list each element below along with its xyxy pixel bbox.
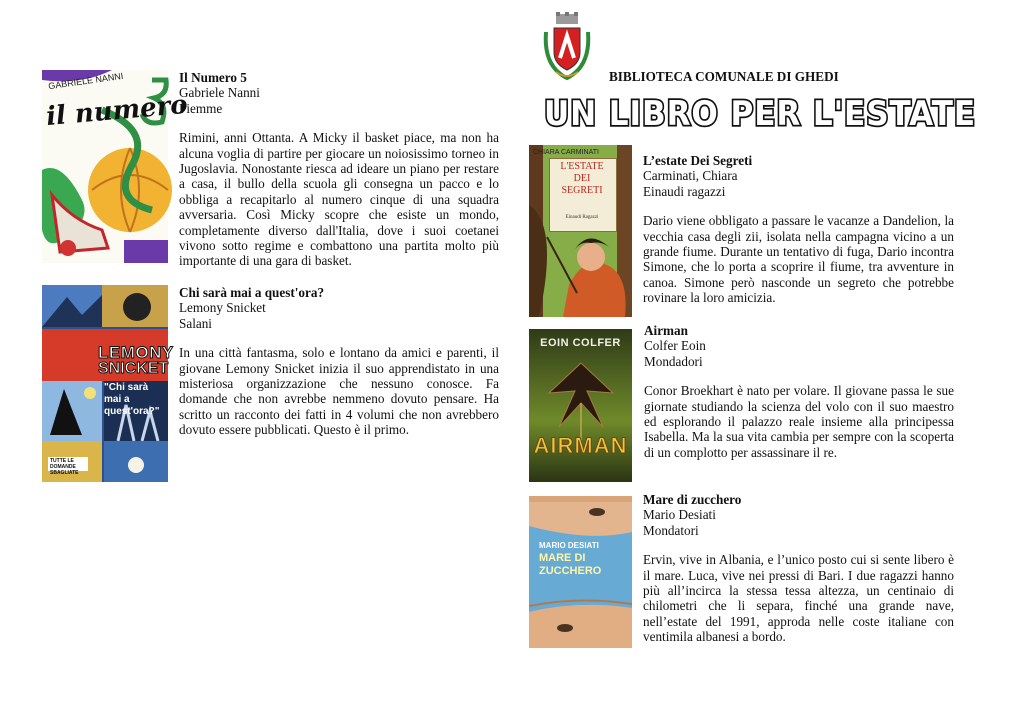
- book-title: L’estate Dei Segreti: [643, 153, 753, 168]
- book-author: Gabriele Nanni: [179, 85, 260, 101]
- cover-author-line1: LEMONY: [98, 343, 174, 362]
- book-entry-chi-sara-mai: [179, 285, 499, 438]
- book-author: Carminati, Chiara: [643, 168, 738, 184]
- book-title: Il Numero 5: [179, 70, 247, 85]
- library-name: BIBLIOTECA COMUNALE DI GHEDI: [609, 69, 839, 84]
- coat-of-arms-icon: [542, 12, 592, 80]
- cover-title-line2: DEI: [573, 173, 591, 184]
- book-summary: Conor Broekhart è nato per volare. Il giovane passa le sue giornate studiando la scienza del volo con il suo maestro ed esplorando il palazzo reale insieme alla principessa Isabella. Ma la sua vita cambia per sempre con la scoperta di un complotto per assassinare il re.: [644, 383, 954, 460]
- book-summary: Rimini, anni Ottanta. A Micky il basket piace, ma non ha alcuna voglia di partire per giocare un noiosissimo torneo in Jugoslavia. Nonostante riesca ad ideare un piano per restare a casa, il bullo della scuola gli consegna un pacco e lo obbliga a recapitarlo al numero cinque di una squadra avversaria. Così Micky scopre che esiste un mondo, completamente diverso dall'Italia, dove i suoi coetanei vivono sotto regime e combattono una partita molto più importante di una gara di basket.: [179, 130, 499, 269]
- book-summary: In una città fantasma, solo e lontano da amici e parenti, il giovane Lemony Snicket inizia il suo apprendistato in una misteriosa organizzazione che nessuno conosce. Fa domande che non avrebbe nemmeno dovuto pensare. Ha scritto un racconto dei fatti in 4 volumi che non avrebbero dovuto essere pubblicati. Questo è il primo.: [179, 345, 499, 438]
- book-cover-mare-di-zucchero: [529, 496, 632, 648]
- book-cover-estate-dei-segreti: [529, 145, 632, 317]
- book-author: Lemony Snicket: [179, 300, 266, 316]
- book-entry-estate-dei-segreti: [643, 153, 954, 306]
- book-entry-mare-di-zucchero: [643, 492, 954, 645]
- book-cover-il-numero-5: [42, 70, 189, 263]
- book-title: Mare di zucchero: [643, 492, 742, 507]
- book-publisher: Mondatori: [643, 522, 699, 538]
- book-summary: Dario viene obbligato a passare le vacanze a Dandelion, la vecchia casa degli zii, isolata nella campagna vicino a un grande fiume. Durante un tentativo di fuga, Dario incontra Simone, che lo porta a scoprire il fiume, tra avventure in canoa. Simone però nasconde un segreto che potrebbe rovinare la loro amicizia.: [643, 213, 954, 306]
- cover-author-line2: SNICKET: [98, 360, 169, 377]
- book-title: Airman: [644, 323, 688, 338]
- book-summary: Ervin, vive in Albania, e l’unico posto cui si sente libero è il mare. Luca, vive nei pressi di Bari. I due ragazzi hanno più all’incirca la stessa tessa altezza, un centinaio di chilometri che li separa, finché una grande nave, nell’estate del 1991, approda nelle coste italiane con ventimila albanesi a bordo.: [643, 552, 954, 645]
- book-entry-airman: [644, 323, 954, 460]
- cover-title-line3: SEGRETI: [561, 185, 603, 196]
- book-cover-airman: [529, 329, 632, 482]
- cover-title-text: AIRMAN: [533, 433, 628, 458]
- book-author: Mario Desiati: [643, 507, 716, 523]
- book-title: Chi sarà mai a quest'ora?: [179, 285, 325, 300]
- cover-series-text: TUTTE LE DOMANDE SBAGLIATE: [50, 458, 79, 476]
- cover-title-line1: MARE DI: [539, 552, 586, 564]
- cover-title-line2: ZUCCHERO: [539, 565, 602, 577]
- book-cover-chi-sara-mai: [42, 285, 174, 482]
- summer-reading-banner: [541, 90, 981, 134]
- book-entry-il-numero-5: [179, 70, 499, 269]
- book-publisher: Salani: [179, 315, 212, 331]
- cover-author-text: MARIO DESIATI: [539, 541, 599, 550]
- cover-publisher-text: Einaudi Ragazzi: [565, 215, 599, 220]
- book-publisher: Einaudi ragazzi: [643, 183, 726, 199]
- banner-text: UN LIBRO PER L'ESTATE: [544, 94, 976, 134]
- cover-title-text: "Chi sarà mai a quest'ora?": [104, 382, 160, 417]
- cover-author-text: CHIARA CARMINATI: [533, 149, 599, 156]
- cover-author-text: EOIN COLFER: [540, 337, 621, 349]
- cover-title-line1: L'ESTATE: [560, 161, 604, 172]
- book-publisher: Mondadori: [644, 353, 703, 369]
- cover-author-text: GABRIELE NANNI: [47, 70, 124, 92]
- book-publisher: Piemme: [179, 100, 223, 116]
- cover-title-text: il numero: [44, 89, 189, 133]
- book-author: Colfer Eoin: [644, 338, 706, 354]
